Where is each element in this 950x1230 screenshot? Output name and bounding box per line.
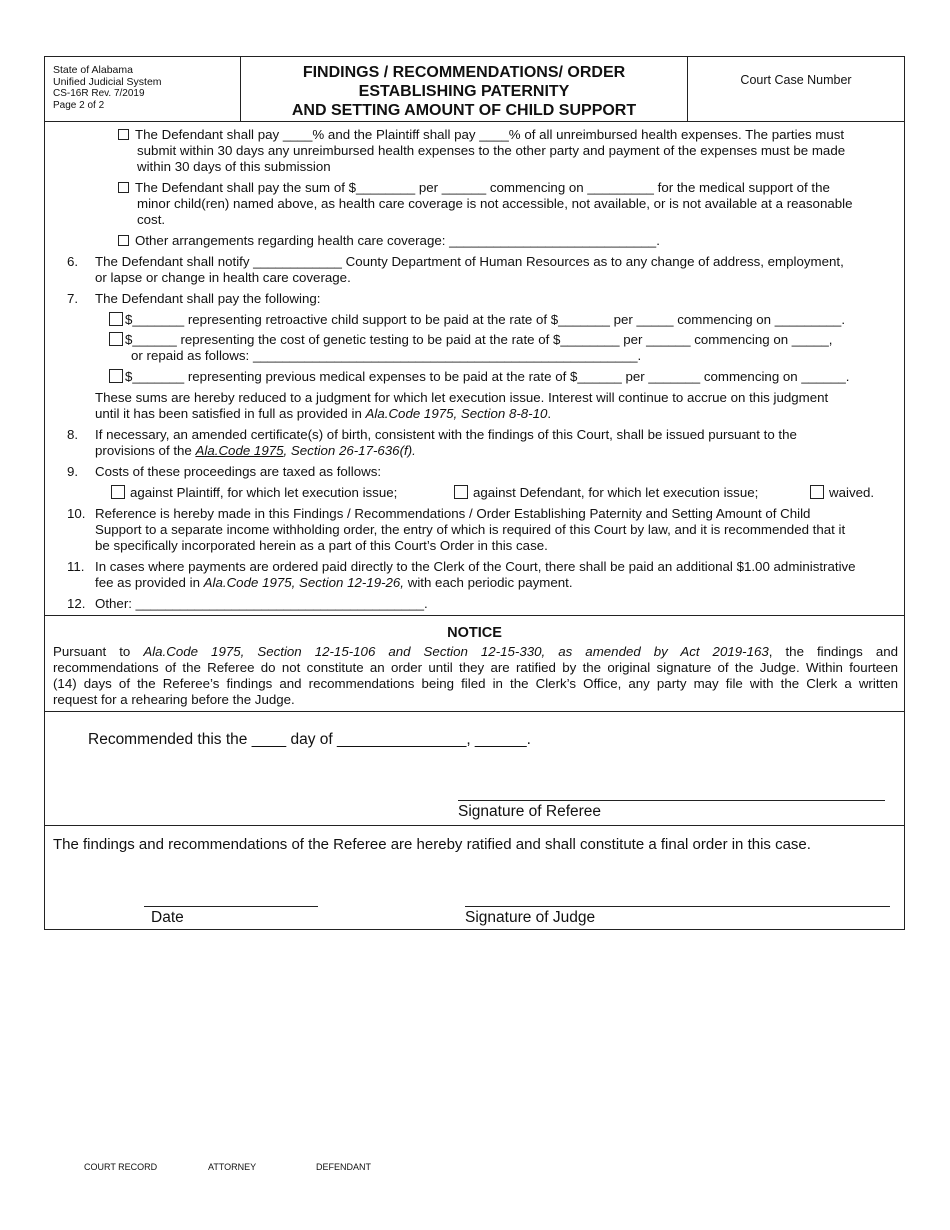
item-7-intro: The Defendant shall pay the following:: [95, 291, 321, 306]
item-8-text-line2: [95, 443, 416, 459]
item-9-number: 9.: [67, 464, 79, 479]
health-option-1-text: The Defendant shall pay ____% and the Plaintiff shall pay ____% of all unreimbursed health expenses. The parties must: [135, 127, 845, 142]
court-system: Unified Judicial System: [53, 76, 162, 88]
health-option-3-text: Other arrangements regarding health care coverage: ____________________________.: [135, 233, 660, 248]
item-12-number: 12.: [67, 596, 86, 611]
costs-plaintiff-checkbox[interactable]: [111, 485, 125, 499]
item-9-intro: Costs of these proceedings are taxed as follows:: [95, 464, 382, 479]
distribution-attorney: ATTORNEY: [208, 1162, 257, 1172]
form-title-cell: [241, 57, 688, 121]
form-title-line2: ESTABLISHING PATERNITY: [358, 83, 570, 100]
health-option-2-text: The Defendant shall pay the sum of $________ per ______ commencing on _________ for the medical support of the: [135, 180, 830, 195]
case-number-label: Court Case Number: [740, 73, 852, 87]
item-7b-text-line2: or repaid as follows: ____________________________________________________.: [131, 348, 642, 363]
item-12-other-field[interactable]: Other: _______________________________________.: [95, 596, 428, 611]
health-option-2: [118, 180, 830, 196]
item-10-text-line2: Support to a separate income withholding order, the entry of which is required of this Court by law, and it is recommended that it: [95, 522, 846, 537]
notice-top-divider: [45, 615, 904, 616]
item-11-citation: Ala.Code 1975, Section 12-19-26,: [203, 575, 405, 590]
item-7b: [109, 332, 832, 348]
item-8-text: If necessary, an amended certificate(s) of birth, consistent with the findings of this Court, shall be issued pursuant to the: [95, 427, 797, 442]
item-8-section-citation: , Section 26-17-636(f).: [283, 443, 416, 458]
item-8-number: 8.: [67, 427, 79, 442]
notice-citation: Ala.Code 1975, Section 12-15-106 and Section 12-15-330, as amended by Act 2019-163: [143, 644, 769, 659]
item-11-text: In cases where payments are ordered paid directly to the Clerk of the Court, there shall be paid an additional $1.00 administrative: [95, 559, 856, 574]
costs-defendant-checkbox[interactable]: [454, 485, 468, 499]
header-info-cell: [45, 57, 241, 121]
referee-signature-label: Signature of Referee: [458, 803, 602, 820]
item-7-judgment-text: These sums are hereby reduced to a judgment for which let execution issue. Interest will continue to accrue on this judgment: [95, 390, 829, 405]
judge-top-divider: [45, 825, 904, 826]
item-7b-text: $______ representing the cost of genetic testing to be paid at the rate of $________ per ______ commencing on _____,: [125, 332, 833, 347]
form-title-line3: AND SETTING AMOUNT OF CHILD SUPPORT: [291, 102, 637, 119]
judge-signature-line[interactable]: [465, 906, 890, 907]
notice-line1-suffix: , the findings and: [768, 644, 899, 659]
costs-waived-option: [810, 485, 874, 501]
item-11-suffix: with each periodic payment.: [404, 575, 573, 590]
notice-title: NOTICE: [447, 625, 502, 641]
item-10-text-line3: be specifically incorporated herein as a part of this Court’s Order in this case.: [95, 538, 548, 553]
item-11-prefix: fee as provided in: [95, 575, 204, 590]
distribution-defendant: DEFENDANT: [316, 1162, 372, 1172]
state-name: State of Alabama: [53, 64, 133, 76]
ratification-text: The findings and recommendations of the Referee are hereby ratified and shall constitute a final order in this case.: [53, 836, 811, 853]
item-7-judgment-prefix: until it has been satisfied in full as provided in: [95, 406, 366, 421]
item-6-text-line2: or lapse or change in health care coverage.: [95, 270, 351, 285]
item-6-number: 6.: [67, 254, 79, 269]
health-option-3: [118, 233, 660, 249]
notice-line2: recommendations of the Referee do not constitute an order until they are ratified by the original signature of the Judge. Within fourteen: [53, 660, 898, 675]
judge-signature-label: Signature of Judge: [465, 909, 596, 926]
recommended-date-line[interactable]: Recommended this the ____ day of _______________, ______.: [88, 731, 531, 748]
item-8-code-citation: Ala.Code 1975: [195, 443, 284, 458]
costs-defendant-text: against Defendant, for which let execution issue;: [473, 485, 759, 500]
item-6-text: The Defendant shall notify ____________ County Department of Human Resources as to any change of address, employment,: [95, 254, 844, 269]
health-option-2-text-line2: minor child(ren) named above, as health care coverage is not accessible, not available, or is not available at a reasonable: [137, 196, 853, 211]
referee-signature-line[interactable]: [458, 800, 885, 801]
item-11-number: 11.: [67, 559, 85, 574]
item-11-text-line2: [95, 575, 573, 591]
health-option-1: [118, 127, 844, 143]
item-7-judgment-text-line2: [95, 406, 551, 422]
costs-defendant-option: [454, 485, 758, 501]
notice-line3: (14) days of the Referee’s findings and recommendations being filed in the Clerk’s Office, any party may file with the Clerk a written: [53, 676, 898, 691]
health-option-1-checkbox[interactable]: [118, 129, 129, 140]
item-10-number: 10.: [67, 506, 86, 521]
item-7a-text: $_______ representing retroactive child support to be paid at the rate of $_______ per _____ commencing on _________.: [125, 312, 846, 327]
health-option-3-checkbox[interactable]: [118, 235, 129, 246]
health-option-1-text-line2: submit within 30 days any unreimbursed health expenses to the other party and payment of the expenses must be made: [137, 143, 846, 158]
notice-line1: [53, 644, 898, 660]
health-option-2-text-line3: cost.: [137, 212, 166, 227]
form-title-line1: FINDINGS / RECOMMENDATIONS/ ORDER: [302, 64, 626, 81]
item-7c-text: $_______ representing previous medical expenses to be paid at the rate of $______ per _______ commencing on ______.: [125, 369, 850, 384]
referee-top-divider: [45, 711, 904, 712]
item-7-number: 7.: [67, 291, 79, 306]
health-option-2-checkbox[interactable]: [118, 182, 129, 193]
costs-plaintiff-option: [111, 485, 397, 501]
item-10-text: Reference is hereby made in this Findings / Recommendations / Order Establishing Paternity and Setting Amount of Child: [95, 506, 811, 521]
costs-plaintiff-text: against Plaintiff, for which let execution issue;: [130, 485, 398, 500]
item-7a: [109, 312, 845, 328]
form-revision: CS-16R Rev. 7/2019: [53, 88, 145, 99]
date-line[interactable]: [144, 906, 318, 907]
health-option-1-text-line3: within 30 days of this submission: [137, 159, 331, 174]
case-number-cell[interactable]: [688, 57, 904, 121]
header-divider: [45, 121, 904, 122]
costs-waived-text: waived.: [829, 485, 875, 500]
item-7c: [109, 369, 849, 385]
item-7-statute-citation: Ala.Code 1975, Section 8-8-10: [365, 406, 548, 421]
form-container: [44, 56, 905, 930]
costs-waived-checkbox[interactable]: [810, 485, 824, 499]
distribution-court-record: COURT RECORD: [84, 1162, 158, 1172]
item-8-prefix: provisions of the: [95, 443, 196, 458]
notice-line4: request for a rehearing before the Judge.: [53, 692, 295, 707]
item-7a-checkbox[interactable]: [109, 312, 123, 326]
item-7c-checkbox[interactable]: [109, 369, 123, 383]
item-7b-checkbox[interactable]: [109, 332, 123, 346]
notice-line1-prefix: Pursuant to: [53, 644, 144, 659]
date-label: Date: [151, 909, 184, 926]
item-7-judgment-suffix: .: [547, 406, 552, 421]
page-number: Page 2 of 2: [53, 100, 105, 111]
